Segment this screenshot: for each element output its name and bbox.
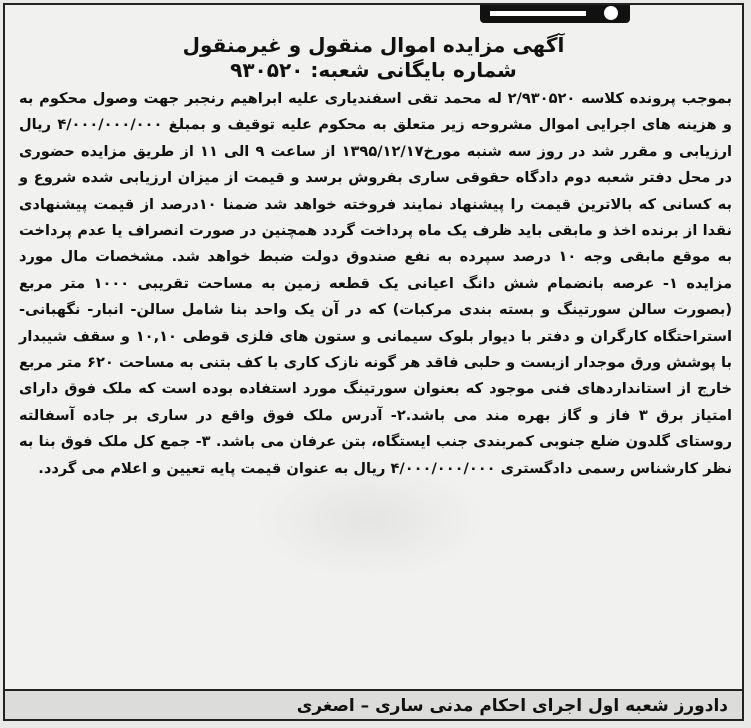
notice-title: آگهی مزایده اموال منقول و غیرمنقول xyxy=(182,33,565,57)
signature-line: دادورز شعبه اول اجرای احکام مدنی ساری – اصغری xyxy=(5,689,742,719)
auction-notice xyxy=(3,3,744,721)
notice-body: بموجب پرونده کلاسه ۲/۹۳۰۵۲۰ له محمد تقی اسفندیاری علیه ابراهیم رنجبر جهت وصول محکوم به و هزینه های اجرایی اموال مشروحه زیر متعلق به محکوم علیه توقیف و بمبلغ ۴/۰۰۰/۰۰۰/۰۰۰ ریال ارزیابی و مقرر شد در روز سه شنبه مورخ۱۳۹۵/۱۲/۱۷ از ساعت ۹ الی ۱۱ از طریق مزایده حضوری در محل دفتر شعبه دوم دادگاه حقوقی ساری بفروش برسد و قیمت از میزان ارزیابی شده شروع و به کسانی که بالاترین قیمت را پیشنهاد نمایند فروخته خواهد شد ضمنا ۱۰درصد از قیمت پیشنهادی نقدا از برنده اخذ و مابقی باید ظرف یک ماه پرداخت گردد همچنین در صورت انصراف یا عدم پرداخت به موقع مابقی وجه ۱۰ درصد سپرده به نفع صندوق دولت ضبط خواهد شد. مشخصات مال مورد مزایده ۱- عرصه بانضمام شش دانگ اعیانی یک قطعه زمین به مساحت تقریبی ۱۰۰۰ متر مربع (بصورت سالن سورتینگ و بسته بندی مرکبات) که در آن یک واحد بنا شامل سالن- انبار- نگهبانی- استراحتگاه کارگران و دفتر با دیوار بلوک سیمانی و ستون های فلزی قوطی ۱۰,۱۰ و سقف شیبدار با پوشش ورق موجدار ازبست و حلبی فاقد هر گونه نازک کاری با کف بتنی به مساحت ۶۲۰ متر مربع خارج از استانداردهای فنی موجود که بعنوان سورتینگ مورد استفاده بوده است که ملک فوق دارای امتیاز برق ۳ فاز و گاز بهره مند می باشد.۲- آدرس ملک فوق واقع در ساری بر جاده آسفالته روستای گلدون ضلع جنوبی کمربندی جنب ایستگاه، بتن عرفان می باشد. ۳- جمع کل ملک فوق بنا به نظر کارشناس رسمی دادگستری ۴/۰۰۰/۰۰۰/۰۰۰ ریال به عنوان قیمت پایه تعیین و اعلام می گردد. xyxy=(19,90,733,477)
publisher-logo xyxy=(480,5,630,23)
logo-emblem-icon xyxy=(604,6,618,20)
logo-wordmark xyxy=(490,11,586,16)
case-number: شماره بایگانی شعبه: ۹۳۰۵۲۰ xyxy=(230,58,517,82)
